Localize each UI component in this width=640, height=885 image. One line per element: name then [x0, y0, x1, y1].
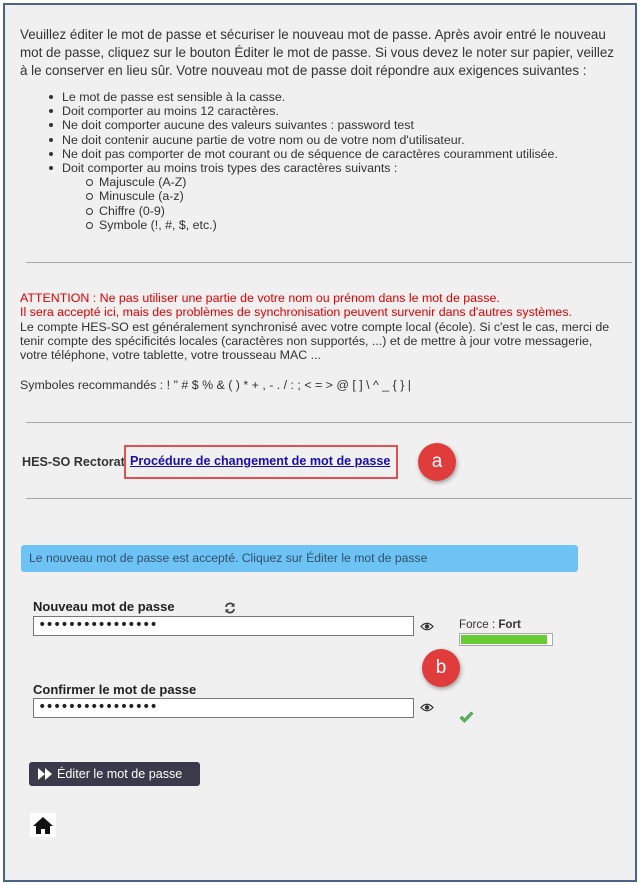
divider [26, 498, 632, 499]
char-type-item: Minuscule (a-z) [86, 189, 606, 203]
strength-value: Fort [498, 618, 521, 631]
requirement-item: Doit comporter au moins 12 caractères. [46, 104, 606, 118]
divider [26, 262, 632, 263]
char-type-item: Chiffre (0-9) [86, 204, 606, 218]
strength-label [459, 618, 521, 631]
refresh-icon[interactable] [224, 602, 236, 614]
confirm-password-label: Confirmer le mot de passe [33, 682, 197, 697]
char-type-item: Majuscule (A-Z) [86, 175, 606, 189]
warning-block [20, 291, 620, 362]
callout-b: b [422, 649, 460, 687]
requirement-item: Ne doit comporter aucune des valeurs suivantes : password test [46, 118, 606, 132]
requirement-item: Ne doit contenir aucune partie de votre nom ou de votre nom d'utilisateur. [46, 133, 606, 147]
procedure-link[interactable]: Procédure de changement de mot de passe [130, 454, 391, 468]
show-confirm-password-icon[interactable] [420, 703, 434, 712]
success-message: Le nouveau mot de passe est accepté. Cliquez sur Éditer le mot de passe [21, 545, 578, 572]
check-icon [459, 711, 474, 724]
home-icon[interactable] [30, 813, 56, 837]
warning-line-2: Il sera accepté ici, mais des problèmes de synchronisation peuvent survenir dans d'autres systèmes. [20, 305, 572, 320]
requirement-item: Le mot de passe est sensible à la casse. [46, 90, 606, 104]
requirements-list [46, 90, 606, 232]
intro-text: Veuillez éditer le mot de passe et sécuriser le nouveau mot de passe. Après avoir entré le nouveau mot de passe, cliquez sur le bouton Éditer le mot de passe. Si vous devez le noter sur papier, veillez à le conserver en lieu sûr. Votre nouveau mot de passe doit répondre aux exigences suivantes : [20, 27, 614, 78]
char-type-item: Symbole (!, #, $, etc.) [86, 218, 606, 232]
requirement-item-types [46, 161, 606, 232]
strength-meter-fill [461, 635, 547, 644]
recommended-symbols: Symboles recommandés : ! " # $ % & ( ) * + , - . / : ; < = > @ [ ] \ ^ _ { } | [20, 378, 411, 392]
requirement-item: Ne doit pas comporter de mot courant ou de séquence de caractères couramment utilisée. [46, 147, 606, 161]
warning-line-1: ATTENTION : Ne pas utiliser une partie de votre nom ou prénom dans le mot de passe. [20, 291, 500, 305]
sync-info: Le compte HES-SO est généralement synchronisé avec votre compte local (école). Si c'est le cas, merci de tenir compte des spécificités locales (caractères non supportés, ...) et de mettre à jour votre messagerie, votre téléphone, votre tablette, votre trousseau MAC ... [20, 319, 610, 363]
requirement-item-label: Doit comporter au moins trois types des caractères suivants : [62, 161, 398, 176]
confirm-password-input[interactable]: •••••••••••••••• [33, 698, 414, 718]
strength-meter [459, 633, 553, 646]
strength-caption: Force : [459, 618, 499, 631]
submit-button[interactable]: Éditer le mot de passe [29, 762, 200, 786]
char-types-list [86, 175, 606, 232]
new-password-label: Nouveau mot de passe [33, 599, 175, 614]
rectorat-label: HES-SO Rectorat [22, 455, 125, 469]
new-password-input[interactable]: •••••••••••••••• [33, 616, 414, 636]
callout-a: a [418, 443, 456, 481]
divider [26, 422, 632, 423]
show-password-icon[interactable] [420, 622, 434, 631]
fast-forward-icon [38, 768, 52, 780]
